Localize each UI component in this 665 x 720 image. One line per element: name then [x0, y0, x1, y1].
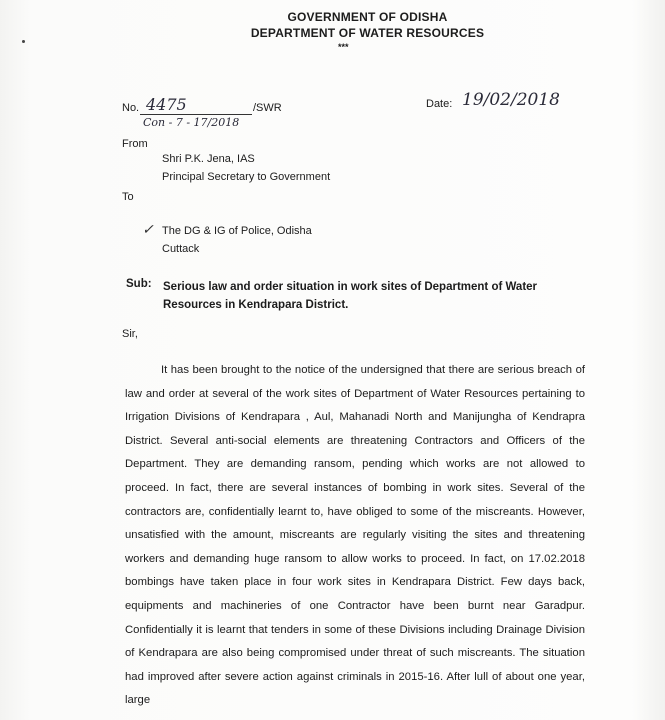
date-value: 19/02/2018 [462, 90, 560, 110]
letter-number-underline [140, 114, 252, 115]
letterhead-government: GOVERNMENT OF ODISHA [287, 10, 448, 24]
file-number: Con - 7 - 17/2018 [143, 116, 240, 129]
letterhead-department: DEPARTMENT OF WATER RESOURCES [250, 26, 485, 40]
from-label: From [122, 138, 148, 150]
date-label: Date: [426, 98, 453, 110]
salutation: Sir, [122, 328, 138, 340]
letterhead-ornament: *** [338, 42, 349, 52]
sender-designation: Principal Secretary to Government [162, 171, 331, 183]
recipient-name: The DG & IG of Police, Odisha [162, 225, 312, 237]
punch-mark [22, 40, 25, 43]
reference-no-label: No. [122, 102, 140, 114]
subject-label: Sub: [126, 278, 152, 290]
to-label: To [122, 191, 134, 203]
sender-name: Shri P.K. Jena, IAS [162, 153, 255, 165]
recipient-place: Cuttack [162, 243, 200, 255]
reference-suffix: /SWR [253, 102, 282, 114]
body-paragraph: It has been brought to the notice of the undersigned that there are serious breach of law and order at several of the work sites of Department of Water Resources pertaining to Irrigation Divisions of Kendrapara , Aul, Mahanadi North and Manijungha of Kendrapra District. Several anti-social elements are threatening Contractors and Officers of the Department. They are demanding ransom, pending which works are not allowed to proceed. In fact, there are several instances of bombing in work sites. Several of the contractors are, confidentially learnt to, have obliged to some of the miscreants. However, unsatisfied with the amount, miscreants are regularly visiting the sites and threatening workers and demanding huge ransom to allow works to proceed. In fact, on 17.02.2018 bombings have taken place in four work sites in Kendrapara District. Few days back, equipments and machineries of one Contractor have been burnt near Garadpur. Confidentially it is learnt that tenders in some of these Divisions including Drainage Division of Kendrapara are also being compromised under threat of such miscreants. The situation had improved after severe action against criminals in 2015-16. After lull of about one year, large [125, 364, 585, 707]
letter-number: 4475 [146, 95, 187, 114]
check-mark-icon: ✓ [142, 222, 154, 238]
subject-text: Serious law and order situation in work sites of Department of Water Resources in Kendrapara District. [163, 281, 538, 311]
